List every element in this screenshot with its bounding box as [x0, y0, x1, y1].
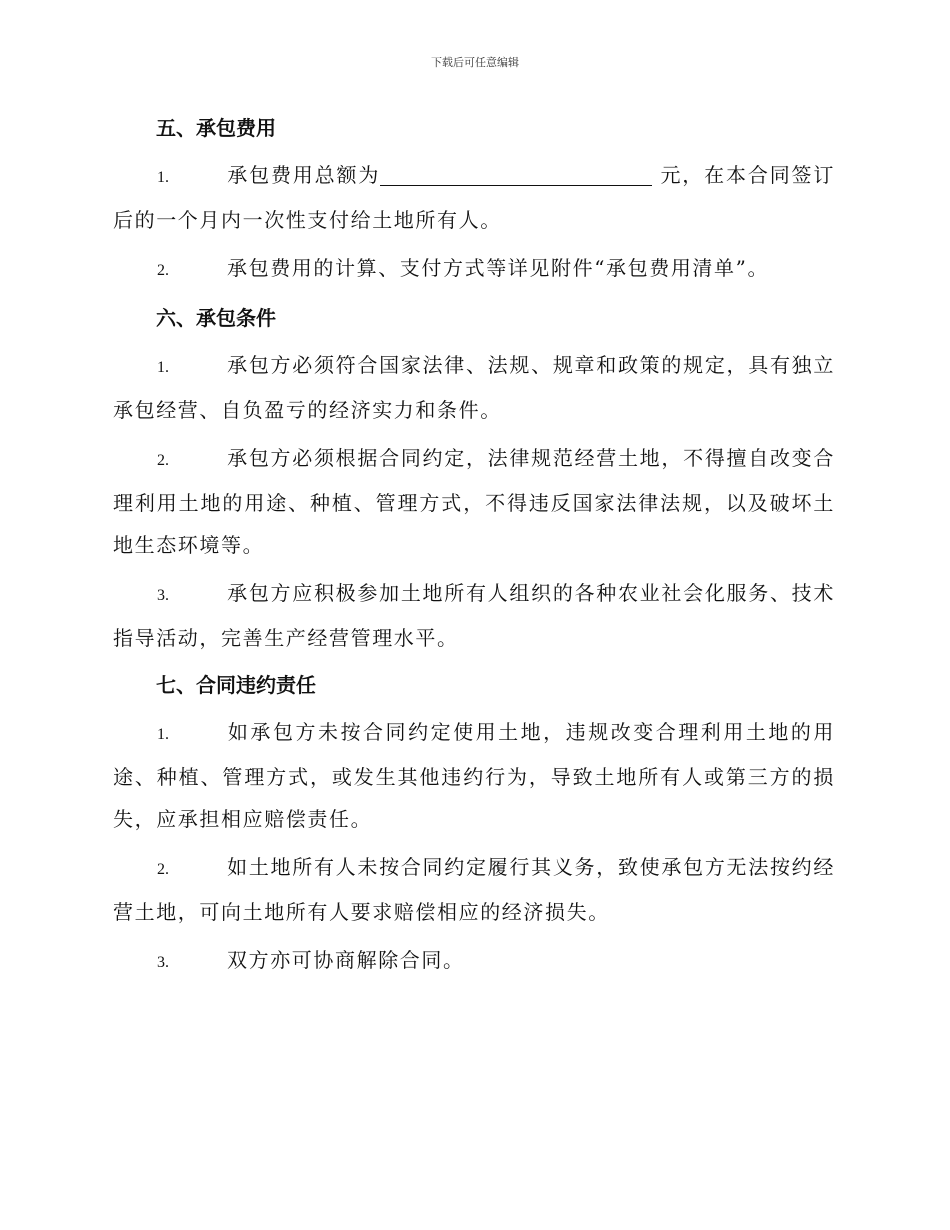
clause-conditions-2: [113, 437, 835, 566]
document-body: [113, 108, 835, 990]
clause-number: 2.: [157, 861, 169, 878]
clause-text-before-blank: 承包费用总额为: [227, 163, 381, 187]
clause-text: 承包方必须根据合同约定，法律规范经营土地，不得擅自改变合理利用土地的用途、种植、管理方式，不得违反国家法律法规，以及破坏土地生态环境等。: [113, 446, 835, 557]
amount-blank-line: [380, 161, 652, 186]
clause-conditions-3: [113, 572, 835, 659]
clause-text: 双方亦可协商解除合同。: [227, 948, 465, 972]
clause-number: 3.: [157, 587, 169, 604]
section-heading-fee: 五、承包费用: [156, 116, 276, 140]
clause-conditions-1: [113, 344, 835, 431]
clause-text: 如承包方未按合同约定使用土地，违规改变合理利用土地的用途、种植、管理方式，或发生其他违约行为，导致土地所有人或第三方的损失，应承担相应赔偿责任。: [113, 720, 835, 831]
clause-liability-1: [113, 711, 835, 840]
clause-text: 承包方必须符合国家法律、法规、规章和政策的规定，具有独立承包经营、自负盈亏的经济实力和条件。: [113, 353, 835, 422]
clause-text: 如土地所有人未按合同约定履行其义务，致使承包方无法按约经营土地，可向土地所有人要求赔偿相应的经济损失。: [113, 855, 835, 924]
clause-fee-1: [113, 154, 835, 241]
clause-number: 2.: [157, 452, 169, 469]
clause-liability-2: [113, 846, 835, 933]
clause-text: 承包费用的计算、支付方式等详见附件“承包费用清单”。: [227, 256, 770, 280]
clause-number: 3.: [157, 954, 169, 971]
clause-number: 1.: [157, 169, 169, 186]
clause-liability-3: [113, 939, 835, 984]
section-heading-liability: 七、合同违约责任: [156, 673, 316, 697]
clause-text-after-blank: 元，在本合同签订后的一个月内一次性支付给土地所有人。: [113, 163, 835, 232]
clause-number: 1.: [157, 359, 169, 376]
clause-number: 1.: [157, 726, 169, 743]
section-heading-conditions: 六、承包条件: [156, 306, 276, 330]
clause-text: 承包方应积极参加土地所有人组织的各种农业社会化服务、技术指导活动，完善生产经营管理水平。: [113, 581, 835, 650]
clause-fee-2: [113, 247, 835, 292]
clause-number: 2.: [157, 262, 169, 279]
page-header-note: 下载后可任意编辑: [431, 56, 519, 69]
